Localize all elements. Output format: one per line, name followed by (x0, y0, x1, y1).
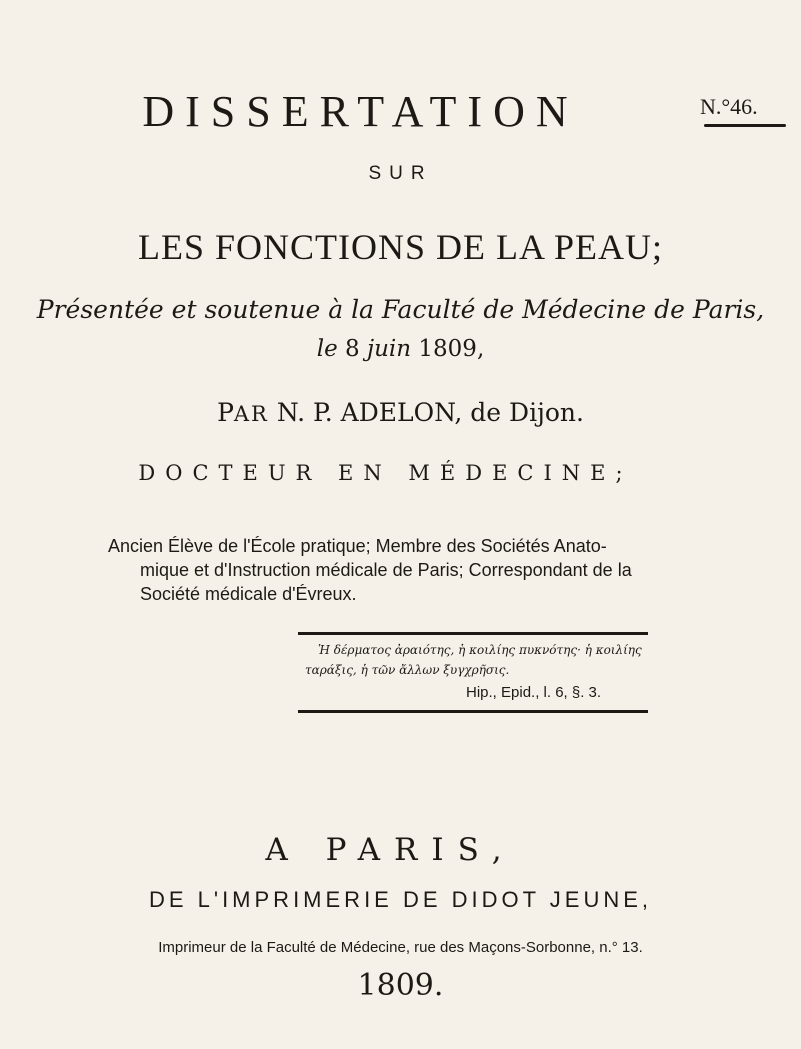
imprint-address: Imprimeur de la Faculté de Médecine, rue des Maçons-Sorbonne, n.° 13. (158, 939, 643, 956)
bio-line-1: Ancien Élève de l'École pratique; Membre des Sociétés Anato- (108, 536, 607, 556)
dissertation-title: DISSERTATION (142, 87, 579, 136)
imprint-printer: DE L'IMPRIMERIE DE DIDOT JEUNE, (148, 887, 653, 912)
bio-line-2: mique et d'Instruction médicale de Paris; Correspondant de la (140, 560, 632, 580)
date-day: 8 (345, 336, 360, 362)
date-month: juin (366, 336, 412, 362)
sur-label: SUR (368, 163, 433, 184)
epigraph-greek-line-2: ταράξις, ἡ τῶν ἄλλων ξυγχρῆσις. (305, 663, 510, 677)
epigraph-rule-bottom (298, 710, 648, 713)
bio-line-3: Société médicale d'Évreux. (140, 584, 357, 604)
author-place: de Dijon. (470, 398, 584, 427)
date-le: le (316, 336, 338, 362)
defense-date (0, 336, 801, 362)
par-rest: AR (233, 402, 269, 426)
imprint-year: 1809. (357, 968, 444, 1003)
epigraph-greek-line-1: Ἡ δέρματος ἀραιότης, ἡ κοιλίης πυκνότης· ἡ κοιλίης (318, 643, 642, 657)
author-line (0, 398, 801, 427)
epigraph-rule-top (298, 632, 648, 635)
author-name: N. P. ADELON, (276, 398, 463, 427)
dissertation-subject: LES FONCTIONS DE LA PEAU; (137, 227, 664, 267)
date-year: 1809, (418, 336, 485, 362)
number-underline (704, 124, 786, 127)
epigraph-citation: Hip., Epid., l. 6, §. 3. (466, 684, 602, 701)
presentation-statement: Présentée et soutenue à la Faculté de Médecine de Paris, (36, 295, 765, 324)
imprint-city: A PARIS, (265, 832, 516, 868)
degree-line: DOCTEUR EN MÉDECINE; (138, 461, 633, 485)
par-initial: P (217, 398, 234, 427)
dissertation-number: N.°46. (700, 94, 758, 119)
